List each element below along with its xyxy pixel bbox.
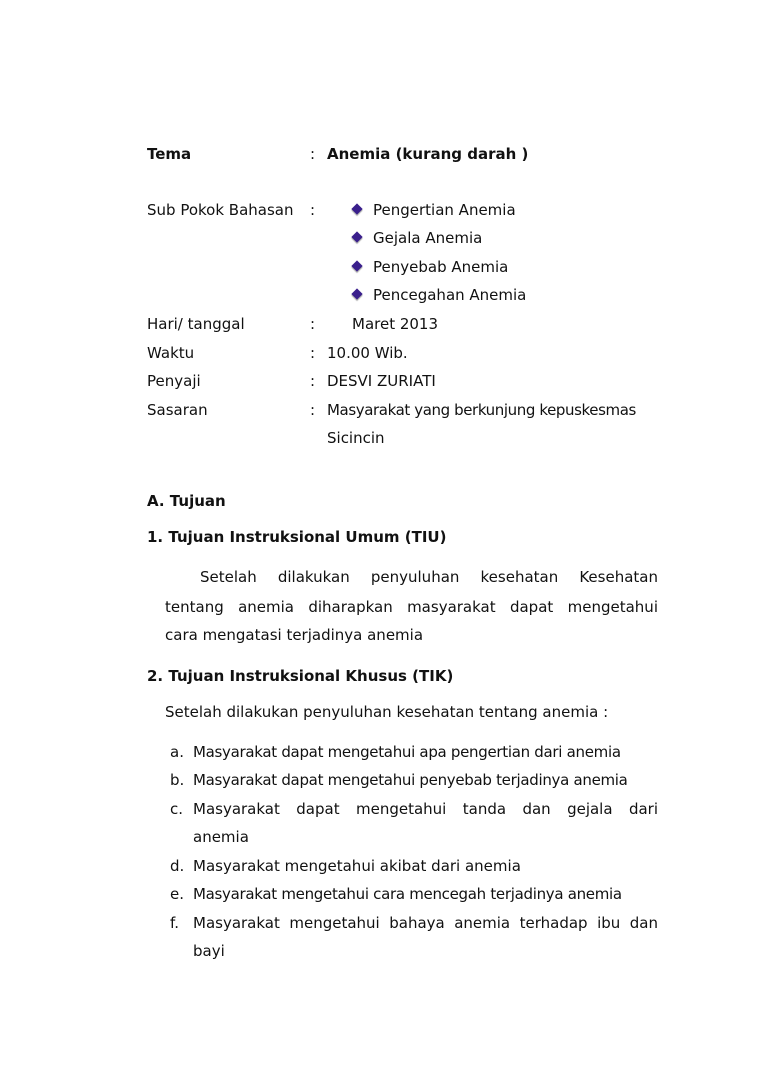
hari-label: Hari/ tanggal — [147, 315, 245, 333]
list-marker: e. — [170, 885, 184, 903]
list-marker: c. — [170, 800, 184, 818]
list-item: Masyarakat dapat mengetahui tanda dan gejala dari — [193, 800, 658, 818]
sub-pokok-colon: : — [310, 201, 316, 219]
sub-pokok-item: Pencegahan Anemia — [373, 286, 527, 304]
hari-value: Maret 2013 — [352, 315, 439, 333]
sub-pokok-item: Gejala Anemia — [373, 229, 483, 247]
hari-colon: : — [310, 315, 316, 333]
diamond-bullet-icon — [351, 288, 362, 299]
tema-value: Anemia (kurang darah ) — [327, 145, 529, 163]
list-item: Masyarakat mengetahui cara mencegah terjadinya anemia — [193, 885, 622, 903]
list-item: Masyarakat mengetahui bahaya anemia terhadap ibu dan — [193, 914, 658, 932]
tik-heading: 2. Tujuan Instruksional Khusus (TIK) — [147, 667, 454, 685]
sasaran-colon: : — [310, 401, 316, 419]
penyaji-colon: : — [310, 372, 316, 390]
list-marker: d. — [170, 857, 185, 875]
waktu-value: 10.00 Wib. — [327, 344, 408, 362]
diamond-bullet-icon — [351, 231, 362, 242]
tema-label: Tema — [147, 145, 192, 163]
sub-pokok-label: Sub Pokok Bahasan — [147, 201, 294, 219]
sub-pokok-item: Penyebab Anemia — [373, 258, 509, 276]
list-marker: f. — [170, 914, 179, 932]
penyaji-value: DESVI ZURIATI — [327, 372, 436, 390]
list-item: Masyarakat dapat mengetahui penyebab terjadinya anemia — [193, 771, 628, 789]
tiu-paragraph-line: cara mengatasi terjadinya anemia — [165, 626, 424, 644]
list-item: Masyarakat dapat mengetahui apa pengertian dari anemia — [193, 743, 621, 761]
tiu-heading: 1. Tujuan Instruksional Umum (TIU) — [147, 528, 447, 546]
list-marker: a. — [170, 743, 184, 761]
diamond-bullet-icon — [351, 260, 362, 271]
list-marker: b. — [170, 771, 185, 789]
sub-pokok-item: Pengertian Anemia — [373, 201, 516, 219]
tema-colon: : — [310, 145, 316, 163]
sasaran-value: Masyarakat yang berkunjung kepuskesmas — [327, 401, 636, 419]
list-item-cont: anemia — [193, 828, 249, 846]
section-heading: A. Tujuan — [147, 492, 226, 510]
penyaji-label: Penyaji — [147, 372, 201, 390]
waktu-colon: : — [310, 344, 316, 362]
tiu-paragraph-line: tentang anemia diharapkan masyarakat dapat mengetahui — [165, 598, 658, 616]
waktu-label: Waktu — [147, 344, 195, 362]
tik-intro: Setelah dilakukan penyuluhan kesehatan tentang anemia : — [165, 703, 609, 721]
diamond-bullet-icon — [351, 203, 362, 214]
sasaran-value-cont: Sicincin — [327, 429, 385, 447]
list-item: Masyarakat mengetahui akibat dari anemia — [193, 857, 521, 875]
sasaran-label: Sasaran — [147, 401, 208, 419]
list-item-cont: bayi — [193, 942, 225, 960]
tiu-paragraph-line: Setelah dilakukan penyuluhan kesehatan Kesehatan — [200, 568, 658, 586]
